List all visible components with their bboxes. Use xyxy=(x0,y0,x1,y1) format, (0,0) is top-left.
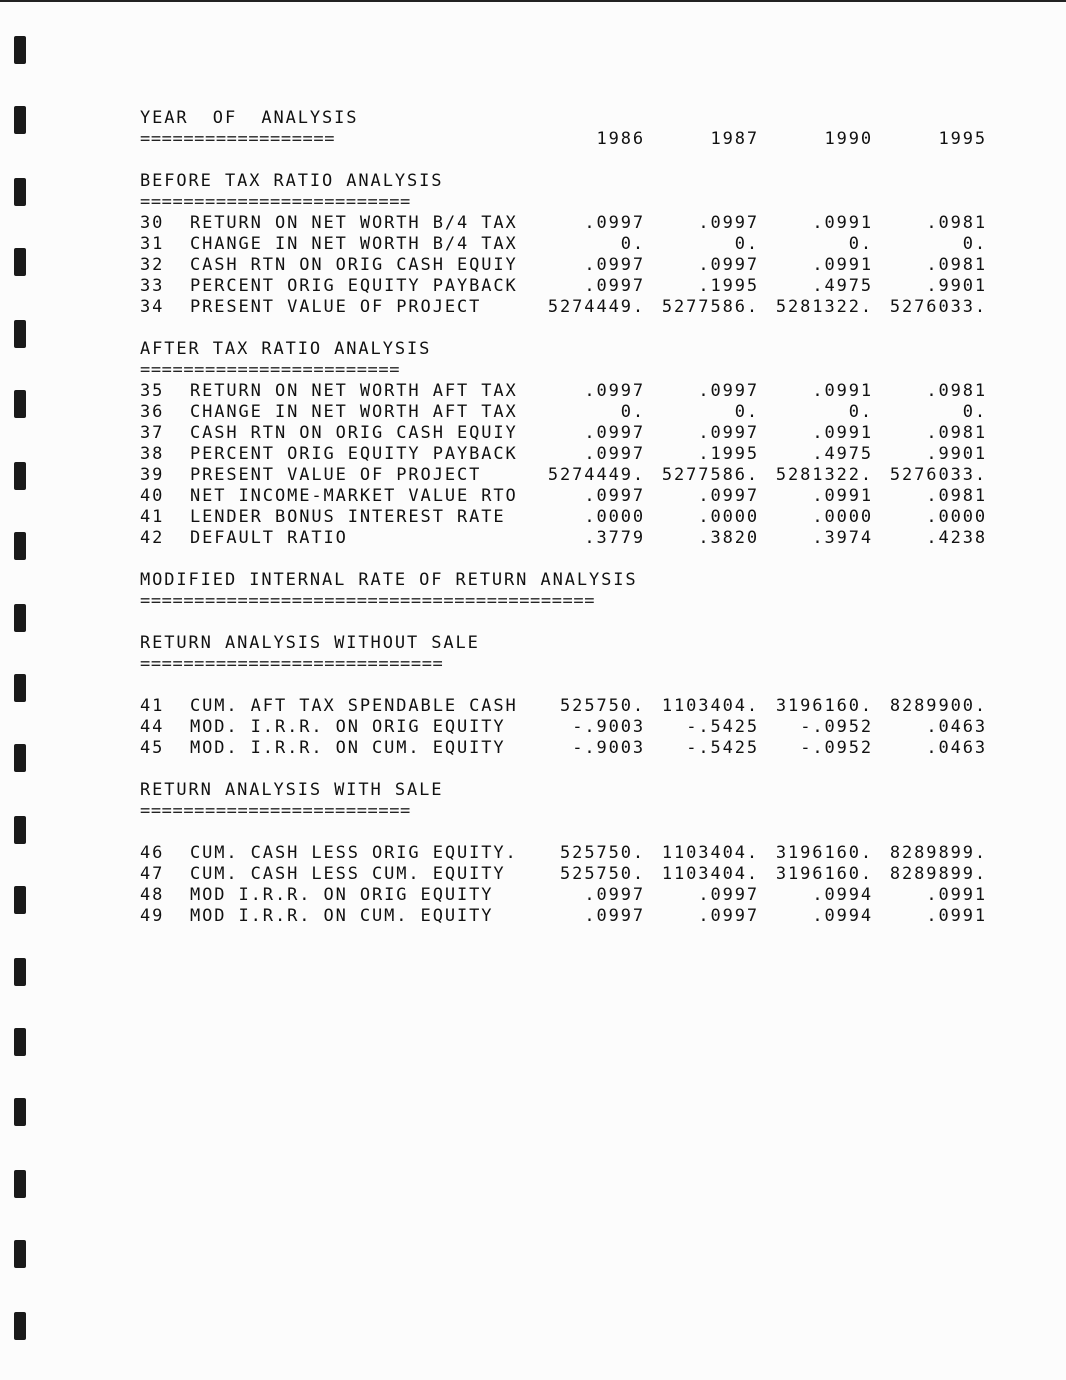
table-row xyxy=(140,234,1000,255)
row-value: -.0952 xyxy=(800,738,873,758)
table-row xyxy=(140,507,1000,528)
row-value: 0. xyxy=(962,402,987,422)
binder-hole xyxy=(14,958,26,986)
binder-hole xyxy=(14,674,26,702)
row-value: .0463 xyxy=(926,717,987,737)
row-label: CUM. AFT TAX SPENDABLE CASH xyxy=(190,696,518,716)
year-1987: 1987 xyxy=(710,129,759,149)
after-tax-rows xyxy=(140,381,1000,549)
row-value: .0997 xyxy=(584,381,645,401)
row-number: 31 xyxy=(140,234,165,254)
table-row xyxy=(140,276,1000,297)
row-number: 30 xyxy=(140,213,165,233)
row-value: .0997 xyxy=(584,213,645,233)
without-sale-underline: ============================ xyxy=(140,654,444,674)
row-label: CHANGE IN NET WORTH AFT TAX xyxy=(190,402,518,422)
row-label: PRESENT VALUE OF PROJECT xyxy=(190,297,482,317)
row-value: .0000 xyxy=(926,507,987,527)
binder-hole xyxy=(14,604,26,632)
row-label: NET INCOME-MARKET VALUE RTO xyxy=(190,486,518,506)
row-value: .0997 xyxy=(584,885,645,905)
page-top-border xyxy=(0,0,1066,2)
row-value: .0997 xyxy=(698,486,759,506)
table-row xyxy=(140,864,1000,885)
mirr-title-line xyxy=(140,570,1000,591)
row-number: 38 xyxy=(140,444,165,464)
row-value: .0991 xyxy=(926,885,987,905)
without-sale-title: RETURN ANALYSIS WITHOUT SALE xyxy=(140,633,480,653)
row-value: .1995 xyxy=(698,444,759,464)
without-sale-rows xyxy=(140,696,1000,759)
row-value: 5277586. xyxy=(661,465,759,485)
binder-hole xyxy=(14,462,26,490)
row-value: 5277586. xyxy=(661,297,759,317)
section-title-line xyxy=(140,171,1000,192)
table-row xyxy=(140,402,1000,423)
row-value: 1103404. xyxy=(661,843,759,863)
section-title: BEFORE TAX RATIO ANALYSIS xyxy=(140,171,444,191)
row-value: .0991 xyxy=(926,906,987,926)
row-value: .0463 xyxy=(926,738,987,758)
binder-hole xyxy=(14,320,26,348)
row-value: 8289899. xyxy=(889,843,987,863)
row-value: .4238 xyxy=(926,528,987,548)
binder-hole xyxy=(14,816,26,844)
row-number: 46 xyxy=(140,843,165,863)
row-label: PERCENT ORIG EQUITY PAYBACK xyxy=(190,444,518,464)
with-sale-rows xyxy=(140,843,1000,927)
row-value: .0997 xyxy=(584,255,645,275)
table-row xyxy=(140,717,1000,738)
row-value: .0981 xyxy=(926,255,987,275)
row-value: .0981 xyxy=(926,213,987,233)
row-value: 5281322. xyxy=(775,465,873,485)
binder-hole xyxy=(14,1240,26,1268)
table-row xyxy=(140,297,1000,318)
row-value: 5276033. xyxy=(889,465,987,485)
row-value: .4975 xyxy=(812,444,873,464)
section-title: AFTER TAX RATIO ANALYSIS xyxy=(140,339,432,359)
table-row xyxy=(140,423,1000,444)
binder-hole xyxy=(14,1312,26,1340)
table-row xyxy=(140,486,1000,507)
row-label: CHANGE IN NET WORTH B/4 TAX xyxy=(190,234,518,254)
binder-hole xyxy=(14,248,26,276)
row-value: 0. xyxy=(734,402,759,422)
row-value: .0997 xyxy=(698,255,759,275)
row-value: .3779 xyxy=(584,528,645,548)
row-value: .0997 xyxy=(698,381,759,401)
with-sale-title: RETURN ANALYSIS WITH SALE xyxy=(140,780,444,800)
row-number: 39 xyxy=(140,465,165,485)
table-row xyxy=(140,255,1000,276)
row-value: .0997 xyxy=(698,906,759,926)
year-1986: 1986 xyxy=(596,129,645,149)
row-value: -.0952 xyxy=(800,717,873,737)
row-value: .0994 xyxy=(812,906,873,926)
row-value: .0997 xyxy=(698,885,759,905)
table-row xyxy=(140,843,1000,864)
row-label: LENDER BONUS INTEREST RATE xyxy=(190,507,506,527)
row-value: .3820 xyxy=(698,528,759,548)
binder-hole xyxy=(14,178,26,206)
row-label: PERCENT ORIG EQUITY PAYBACK xyxy=(190,276,518,296)
row-number: 44 xyxy=(140,717,165,737)
row-label: RETURN ON NET WORTH B/4 TAX xyxy=(190,213,518,233)
row-value: .0997 xyxy=(584,423,645,443)
mirr-title: MODIFIED INTERNAL RATE OF RETURN ANALYSIS xyxy=(140,570,638,590)
with-sale-rule-line xyxy=(140,801,1000,822)
year-1995: 1995 xyxy=(938,129,987,149)
row-value: 3196160. xyxy=(775,864,873,884)
table-row xyxy=(140,906,1000,927)
binder-hole xyxy=(14,1098,26,1126)
row-label: CASH RTN ON ORIG CASH EQUIY xyxy=(190,255,518,275)
row-value: 5281322. xyxy=(775,297,873,317)
row-value: .0991 xyxy=(812,213,873,233)
row-number: 33 xyxy=(140,276,165,296)
row-value: .4975 xyxy=(812,276,873,296)
row-value: 0. xyxy=(620,402,645,422)
ratio-analysis-report xyxy=(140,108,1000,927)
section-underline: ======================== xyxy=(140,360,401,380)
row-number: 48 xyxy=(140,885,165,905)
row-number: 40 xyxy=(140,486,165,506)
section-rule-line xyxy=(140,360,1000,381)
row-label: CASH RTN ON ORIG CASH EQUIY xyxy=(190,423,518,443)
row-value: .0997 xyxy=(698,213,759,233)
with-sale-underline: ========================= xyxy=(140,801,411,821)
section-rule-line xyxy=(140,192,1000,213)
row-value: .0997 xyxy=(584,276,645,296)
row-label: DEFAULT RATIO xyxy=(190,528,348,548)
row-number: 49 xyxy=(140,906,165,926)
row-value: 3196160. xyxy=(775,843,873,863)
row-value: 0. xyxy=(962,234,987,254)
mirr-underline: ========================================== xyxy=(140,591,596,611)
row-value: .0997 xyxy=(584,486,645,506)
row-value: .0981 xyxy=(926,381,987,401)
row-number: 37 xyxy=(140,423,165,443)
row-value: 5274449. xyxy=(547,465,645,485)
table-row xyxy=(140,465,1000,486)
table-row xyxy=(140,213,1000,234)
row-label: MOD I.R.R. ON CUM. EQUITY xyxy=(190,906,494,926)
row-value: .0994 xyxy=(812,885,873,905)
row-value: 8289899. xyxy=(889,864,987,884)
row-value: .0991 xyxy=(812,423,873,443)
section-title-line xyxy=(140,339,1000,360)
binder-hole xyxy=(14,36,26,64)
row-value: 3196160. xyxy=(775,696,873,716)
row-number: 42 xyxy=(140,528,165,548)
mirr-rule-line xyxy=(140,591,1000,612)
row-value: .0997 xyxy=(584,444,645,464)
without-sale-title-line xyxy=(140,633,1000,654)
row-number: 36 xyxy=(140,402,165,422)
title-underline: ================== xyxy=(140,129,336,149)
row-number: 47 xyxy=(140,864,165,884)
row-value: 0. xyxy=(848,234,873,254)
section-underline: ========================= xyxy=(140,192,411,212)
binder-hole xyxy=(14,886,26,914)
table-row xyxy=(140,381,1000,402)
row-number: 34 xyxy=(140,297,165,317)
row-number: 41 xyxy=(140,696,165,716)
row-value: .3974 xyxy=(812,528,873,548)
row-value: 8289900. xyxy=(889,696,987,716)
table-row xyxy=(140,738,1000,759)
row-label: RETURN ON NET WORTH AFT TAX xyxy=(190,381,518,401)
table-row xyxy=(140,885,1000,906)
year-header-line xyxy=(140,129,1000,150)
row-value: .0991 xyxy=(812,381,873,401)
row-value: .0991 xyxy=(812,486,873,506)
row-label: CUM. CASH LESS ORIG EQUITY. xyxy=(190,843,518,863)
year-1990: 1990 xyxy=(824,129,873,149)
report-title: YEAR OF ANALYSIS xyxy=(140,108,359,128)
row-label: MOD. I.R.R. ON CUM. EQUITY xyxy=(190,738,506,758)
binder-hole xyxy=(14,744,26,772)
row-number: 45 xyxy=(140,738,165,758)
row-value: .0997 xyxy=(584,906,645,926)
binder-hole xyxy=(14,1170,26,1198)
row-value: 5274449. xyxy=(547,297,645,317)
binder-hole xyxy=(14,106,26,134)
row-value: .0000 xyxy=(812,507,873,527)
row-value: 5276033. xyxy=(889,297,987,317)
row-value: .9901 xyxy=(926,444,987,464)
row-value: .0000 xyxy=(698,507,759,527)
without-sale-rule-line xyxy=(140,654,1000,675)
row-number: 35 xyxy=(140,381,165,401)
row-value: 525750. xyxy=(560,696,645,716)
row-value: 1103404. xyxy=(661,696,759,716)
row-value: -.9003 xyxy=(572,738,645,758)
row-number: 32 xyxy=(140,255,165,275)
row-value: .0991 xyxy=(812,255,873,275)
row-value: 0. xyxy=(848,402,873,422)
row-value: 1103404. xyxy=(661,864,759,884)
row-value: .9901 xyxy=(926,276,987,296)
table-row xyxy=(140,528,1000,549)
row-value: 525750. xyxy=(560,864,645,884)
row-value: 0. xyxy=(734,234,759,254)
row-value: .0981 xyxy=(926,486,987,506)
row-value: .0000 xyxy=(584,507,645,527)
row-label: MOD. I.R.R. ON ORIG EQUITY xyxy=(190,717,506,737)
row-value: -.5425 xyxy=(686,738,759,758)
row-value: -.5425 xyxy=(686,717,759,737)
table-row xyxy=(140,444,1000,465)
row-value: 525750. xyxy=(560,843,645,863)
row-value: 0. xyxy=(620,234,645,254)
binder-hole xyxy=(14,1028,26,1056)
row-value: .0997 xyxy=(698,423,759,443)
binder-hole xyxy=(14,532,26,560)
row-label: MOD I.R.R. ON ORIG EQUITY xyxy=(190,885,494,905)
row-number: 41 xyxy=(140,507,165,527)
report-title-line xyxy=(140,108,1000,129)
row-value: .1995 xyxy=(698,276,759,296)
row-label: PRESENT VALUE OF PROJECT xyxy=(190,465,482,485)
row-value: .0981 xyxy=(926,423,987,443)
before-tax-rows xyxy=(140,213,1000,318)
binder-hole xyxy=(14,390,26,418)
with-sale-title-line xyxy=(140,780,1000,801)
row-value: -.9003 xyxy=(572,717,645,737)
binder-holes xyxy=(14,0,28,1380)
row-label: CUM. CASH LESS CUM. EQUITY xyxy=(190,864,506,884)
table-row xyxy=(140,696,1000,717)
